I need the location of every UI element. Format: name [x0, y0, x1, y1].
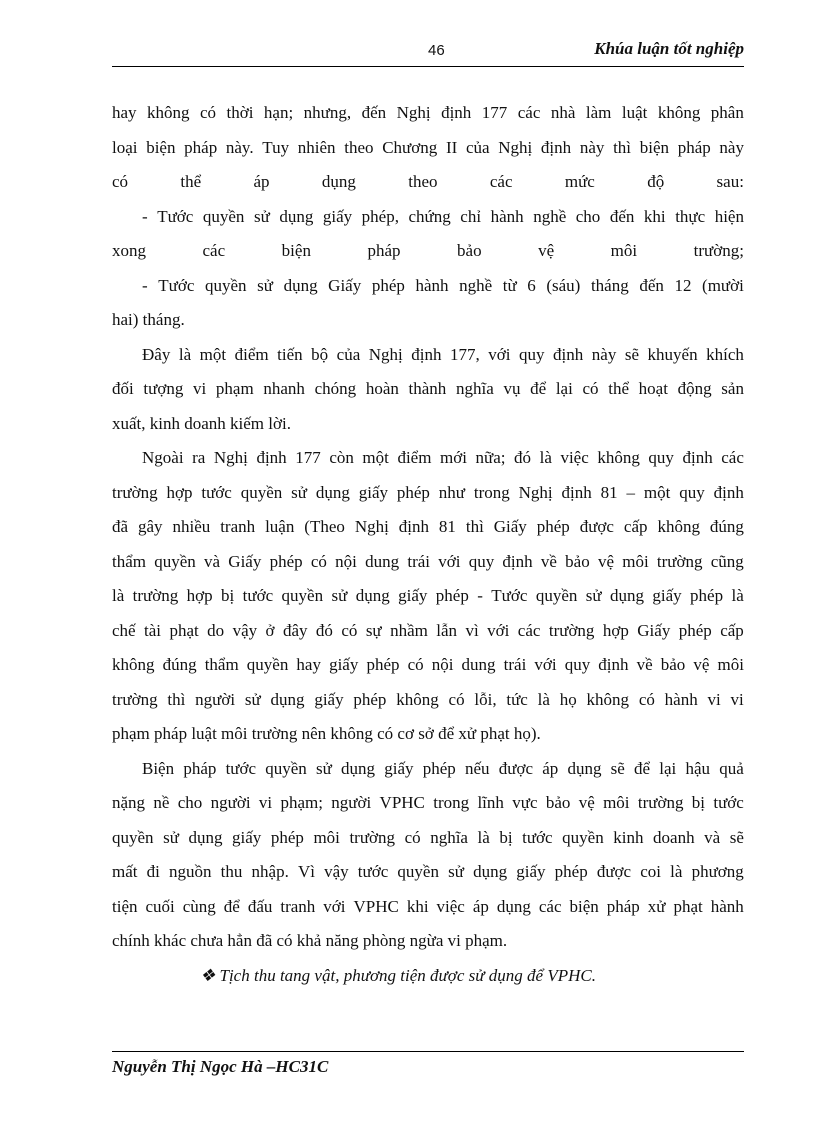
text-line: mất đi nguồn thu nhập. Vì vậy tước quyền sử dụng giấy phép được coi là phương	[112, 862, 744, 881]
paragraph-first-line: Biện pháp tước quyền sử dụng giấy phép nếu được áp dụng sẽ để lại hậu quả	[142, 758, 744, 778]
text-line: hai) tháng.	[112, 310, 185, 329]
section-bullet-text: Tịch thu tang vật, phương tiện được sử dụng để VPHC.	[219, 965, 596, 985]
list-item-line: - Tước quyền sử dụng giấy phép, chứng chỉ hành nghề cho đến khi thực hiện	[142, 206, 744, 226]
text-line: hay không có thời hạn; nhưng, đến Nghị định 177 các nhà làm luật không phân	[112, 103, 744, 122]
text-line: phạm pháp luật môi trường nên không có cơ sở để xử phạt họ).	[112, 724, 541, 743]
document-title: Khúa luận tốt nghiệp	[594, 39, 744, 58]
text-line: loại biện pháp này. Tuy nhiên theo Chương II của Nghị định này thì biện pháp này	[112, 137, 744, 157]
text-line: trường hợp tước quyền sử dụng giấy phép như trong Nghị định 81 – một quy định	[112, 482, 744, 502]
paragraph-first-line: Đây là một điểm tiến bộ của Nghị định 177, với quy định này sẽ khuyến khích	[142, 344, 744, 364]
text-line: quyền sử dụng giấy phép môi trường có nghĩa là bị tước quyền kinh doanh và sẽ	[112, 827, 744, 847]
text-line: tiện cuối cùng để đấu tranh với VPHC khi việc áp dụng các biện pháp xử phạt hành	[112, 896, 744, 916]
text-line: xuất, kinh doanh kiếm lời.	[112, 413, 291, 433]
text-line: thẩm quyền và Giấy phép có nội dung trái với quy định về bảo vệ môi trường cũng	[112, 551, 744, 571]
text-line: xong các biện pháp bảo vệ môi trường;	[112, 241, 744, 260]
paragraph-first-line: Ngoài ra Nghị định 177 còn một điểm mới nữa; đó là việc không quy định các	[142, 448, 744, 467]
text-line: chế tài phạt do vậy ở đây đó có sự nhầm lẫn vì với các trường hợp Giấy phép cấp	[112, 620, 744, 640]
text-line: trường thì người sử dụng giấy phép không có lỗi, tức là họ không có hành vi vi	[112, 689, 744, 709]
text-line: có thể áp dụng theo các mức độ sau:	[112, 172, 744, 191]
text-line: chính khác chưa hẳn đã có khả năng phòng ngừa vi phạm.	[112, 931, 508, 950]
header-rule	[112, 66, 744, 67]
footer-rule	[112, 1051, 744, 1052]
list-item-line: - Tước quyền sử dụng Giấy phép hành nghề từ 6 (sáu) tháng đến 12 (mười	[142, 275, 744, 295]
page-number: 46	[428, 42, 445, 59]
text-line: không đúng thẩm quyền hay giấy phép có nội dung trái với quy định về bảo vệ môi	[112, 655, 744, 674]
text-line: là trường hợp bị tước quyền sử dụng giấy phép - Tước quyền sử dụng giấy phép là	[112, 586, 744, 605]
footer-author: Nguyễn Thị Ngọc Hà –HC31C	[112, 1057, 329, 1076]
body-text	[112, 96, 744, 993]
page-header	[112, 38, 744, 64]
section-bullet	[112, 959, 744, 994]
text-line: đối tượng vi phạm nhanh chóng hoàn thành nghĩa vụ để lại có thể hoạt động sản	[112, 379, 744, 398]
text-line: nặng nề cho người vi phạm; người VPHC trong lĩnh vực bảo vệ môi trường bị tước	[112, 793, 744, 812]
diamond-bullet-icon: ❖	[200, 965, 216, 985]
text-line: đã gây nhiều tranh luận (Theo Nghị định 81 thì Giấy phép được cấp không đúng	[112, 517, 744, 536]
